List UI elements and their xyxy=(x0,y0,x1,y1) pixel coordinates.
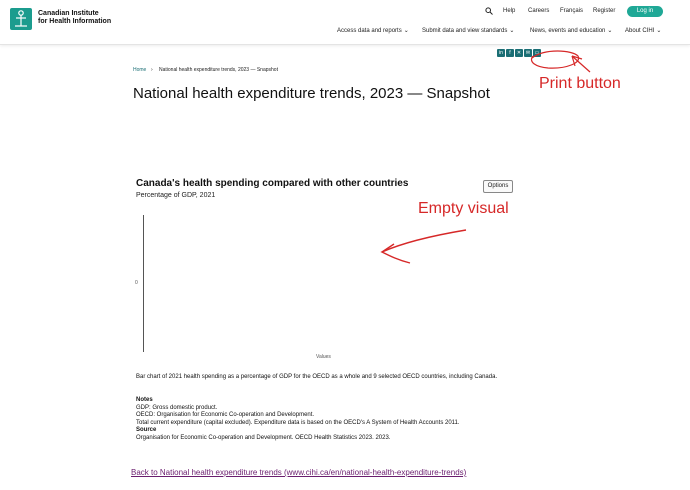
breadcrumb-separator: › xyxy=(151,67,153,73)
chart-description: Bar chart of 2021 health spending as a percentage of GDP for the OECD as a whole and 9 selected OECD countries, including Canada. xyxy=(136,374,498,380)
notes-heading: Notes xyxy=(136,397,153,403)
breadcrumb-current: National health expenditure trends, 2023 — Snapshot xyxy=(159,67,278,73)
chart-axis-line xyxy=(143,215,144,352)
nav-submit-data-label: Submit data and view standards xyxy=(422,28,508,34)
options-button[interactable]: Options xyxy=(483,180,513,193)
print-icon[interactable]: ▭ xyxy=(534,50,540,56)
careers-link[interactable]: Careers xyxy=(528,8,550,14)
chart-notes xyxy=(136,397,536,442)
nav-about-label: About CIHI xyxy=(625,28,655,34)
facebook-icon[interactable]: f xyxy=(506,49,514,57)
linkedin-icon[interactable]: in xyxy=(497,49,505,57)
empty-visual-annotation: Empty visual xyxy=(418,200,509,217)
notes-line-gdp: GDP: Gross domestic product. xyxy=(136,404,218,411)
email-icon[interactable]: ✉ xyxy=(525,50,531,56)
source-text: Organisation for Economic Co-operation and Development. OECD Health Statistics 2023. 2023. xyxy=(136,434,391,441)
back-link[interactable]: Back to National health expenditure trends (www.cihi.ca/en/national-health-expenditure-trends) xyxy=(131,468,467,477)
login-button[interactable]: Log in xyxy=(627,6,663,17)
chevron-down-icon: ⌄ xyxy=(509,28,515,34)
breadcrumb-home[interactable]: Home xyxy=(133,67,147,73)
nav-access-data-label: Access data and reports xyxy=(337,28,402,34)
logo-line2: for Health Information xyxy=(38,18,112,25)
source-heading: Source xyxy=(136,427,157,433)
chevron-down-icon: ⌄ xyxy=(656,28,662,34)
print-button-annotation: Print button xyxy=(539,75,621,92)
chevron-down-icon: ⌄ xyxy=(607,28,613,34)
register-link[interactable]: Register xyxy=(593,8,616,14)
logo-line1: Canadian Institute xyxy=(38,10,99,17)
page-title: National health expenditure trends, 2023 — Snapshot xyxy=(133,85,490,102)
y-zero-label: 0 xyxy=(135,280,138,286)
nav-news-events-label: News, events and education xyxy=(530,28,606,34)
chart-title: Canada's health spending compared with other countries xyxy=(136,178,409,189)
x-icon[interactable]: ✕ xyxy=(516,50,522,56)
notes-line-expenditure: Total current expenditure (capital excluded). Expenditure data is based on the OECD's A System of Health Accounts 2011. xyxy=(136,419,460,426)
help-link[interactable]: Help xyxy=(503,8,516,14)
chart-subtitle: Percentage of GDP, 2021 xyxy=(136,192,216,199)
x-axis-label: Values xyxy=(316,354,331,360)
notes-line-oecd: OECD: Organisation for Economic Co-operation and Development. xyxy=(136,412,315,418)
francais-link[interactable]: Français xyxy=(560,8,584,14)
chevron-down-icon: ⌄ xyxy=(403,28,409,34)
